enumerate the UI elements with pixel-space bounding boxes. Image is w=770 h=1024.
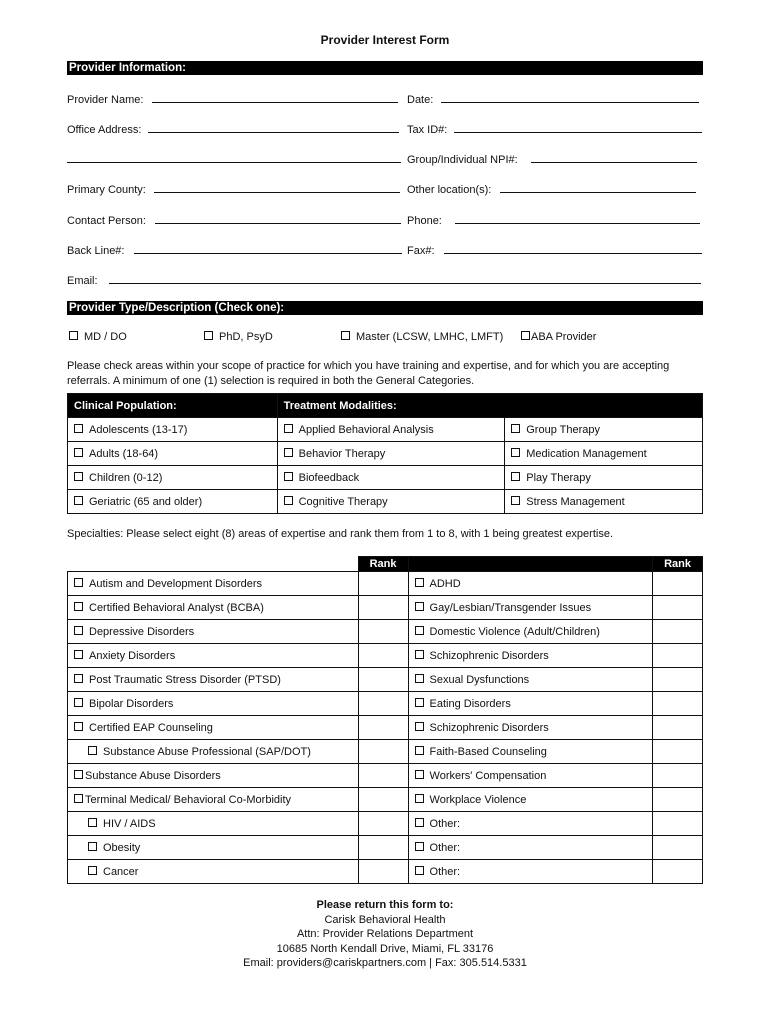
specialty-option-left[interactable]: Terminal Medical/ Behavioral Co-Morbidity bbox=[68, 788, 359, 812]
treatment-modalities-header: Treatment Modalities: bbox=[277, 394, 702, 418]
checkbox-icon[interactable] bbox=[521, 331, 530, 340]
checkbox-icon[interactable] bbox=[415, 842, 424, 851]
checkbox-icon[interactable] bbox=[284, 448, 293, 457]
primary-county-field[interactable] bbox=[154, 182, 400, 193]
checkbox-icon[interactable] bbox=[415, 746, 424, 755]
general-table-header bbox=[68, 394, 703, 418]
specialty-option-left[interactable]: HIV / AIDS bbox=[68, 812, 359, 836]
specialties-header-row bbox=[68, 557, 703, 572]
provider-name-row bbox=[67, 92, 398, 106]
address-line-2-row bbox=[67, 152, 401, 166]
rank-field[interactable] bbox=[358, 692, 408, 716]
modality-option[interactable]: Stress Management bbox=[505, 490, 703, 514]
table-row bbox=[68, 716, 703, 740]
rank-field[interactable] bbox=[653, 644, 703, 668]
rank-header-right: Rank bbox=[653, 557, 703, 572]
return-info bbox=[0, 898, 770, 971]
checkbox-icon[interactable] bbox=[88, 746, 97, 755]
specialty-option-left[interactable]: Cancer bbox=[68, 860, 359, 884]
rank-field[interactable] bbox=[358, 620, 408, 644]
date-field[interactable] bbox=[441, 92, 699, 103]
return-org: Carisk Behavioral Health bbox=[324, 913, 446, 926]
form-title: Provider Interest Form bbox=[320, 33, 450, 47]
office-address-label: Office Address: bbox=[67, 124, 142, 136]
specialty-option-left[interactable]: Certified EAP Counseling bbox=[68, 716, 359, 740]
primary-county-row bbox=[67, 182, 400, 196]
date-label: Date: bbox=[407, 94, 434, 106]
return-attn: Attn: Provider Relations Department bbox=[296, 928, 474, 940]
table-row bbox=[68, 490, 703, 514]
address-line-2-field[interactable] bbox=[67, 152, 401, 163]
contact-person-label: Contact Person: bbox=[67, 215, 146, 227]
specialty-option-right[interactable]: Other: bbox=[408, 812, 653, 836]
checkbox-icon[interactable] bbox=[415, 794, 424, 803]
tax-id-row bbox=[407, 122, 702, 136]
checkbox-icon[interactable] bbox=[415, 698, 424, 707]
email-field[interactable] bbox=[109, 273, 701, 284]
other-locations-row bbox=[407, 182, 696, 196]
back-line-label: Back Line#: bbox=[67, 245, 125, 257]
table-row bbox=[68, 596, 703, 620]
checkbox-icon[interactable] bbox=[74, 650, 83, 659]
table-row bbox=[68, 442, 703, 466]
specialty-option-left[interactable]: Autism and Development Disorders bbox=[68, 572, 359, 596]
clinical-option[interactable]: Adults (18-64) bbox=[68, 442, 278, 466]
rank-field[interactable] bbox=[653, 668, 703, 692]
rank-field[interactable] bbox=[358, 860, 408, 884]
provider-information-header: Provider Information: bbox=[67, 61, 703, 75]
checkbox-icon[interactable] bbox=[74, 448, 83, 457]
checkbox-icon[interactable] bbox=[74, 472, 83, 481]
provider-type-aba[interactable]: ABA Provider bbox=[521, 331, 596, 343]
checkbox-icon[interactable] bbox=[74, 626, 83, 635]
other-locations-label: Other location(s): bbox=[407, 184, 492, 196]
rank-field[interactable] bbox=[358, 596, 408, 620]
specialty-option-right[interactable]: Workplace Violence bbox=[408, 788, 653, 812]
checkbox-icon[interactable] bbox=[74, 578, 83, 587]
checkbox-icon[interactable] bbox=[415, 650, 424, 659]
rank-field[interactable] bbox=[653, 620, 703, 644]
table-row bbox=[68, 764, 703, 788]
return-heading: Please return this form to: bbox=[316, 899, 454, 911]
checkbox-icon[interactable] bbox=[415, 602, 424, 611]
provider-type-md[interactable]: MD / DO bbox=[69, 331, 127, 343]
office-address-row bbox=[67, 122, 399, 136]
specialty-option-right[interactable]: Gay/Lesbian/Transgender Issues bbox=[408, 596, 653, 620]
modality-option[interactable]: Medication Management bbox=[505, 442, 703, 466]
specialty-option-right[interactable]: Faith-Based Counseling bbox=[408, 740, 653, 764]
specialty-option-right[interactable]: Eating Disorders bbox=[408, 692, 653, 716]
specialty-option-right[interactable]: Domestic Violence (Adult/Children) bbox=[408, 620, 653, 644]
date-row bbox=[407, 92, 699, 106]
checkbox-icon[interactable] bbox=[284, 472, 293, 481]
modality-option[interactable]: Cognitive Therapy bbox=[277, 490, 505, 514]
modality-option[interactable]: Behavior Therapy bbox=[277, 442, 505, 466]
rank-header-left: Rank bbox=[358, 557, 408, 572]
table-row bbox=[68, 836, 703, 860]
table-row bbox=[68, 860, 703, 884]
primary-county-label: Primary County: bbox=[67, 184, 146, 196]
checkbox-icon[interactable] bbox=[88, 818, 97, 827]
phone-field[interactable] bbox=[455, 213, 700, 224]
table-row bbox=[68, 418, 703, 442]
contact-person-field[interactable] bbox=[155, 213, 401, 224]
rank-field[interactable] bbox=[653, 788, 703, 812]
phone-row bbox=[407, 213, 700, 227]
checkbox-icon[interactable] bbox=[74, 602, 83, 611]
office-address-field[interactable] bbox=[148, 122, 399, 133]
provider-name-field[interactable] bbox=[152, 92, 398, 103]
checkbox-icon[interactable] bbox=[74, 674, 83, 683]
checkbox-icon[interactable] bbox=[415, 770, 424, 779]
table-row bbox=[68, 812, 703, 836]
specialty-option-left[interactable]: Depressive Disorders bbox=[68, 620, 359, 644]
checkbox-icon[interactable] bbox=[284, 424, 293, 433]
npi-field[interactable] bbox=[531, 152, 697, 163]
rank-field[interactable] bbox=[358, 716, 408, 740]
back-line-field[interactable] bbox=[134, 243, 402, 254]
checkbox-icon[interactable] bbox=[415, 722, 424, 731]
npi-row bbox=[407, 152, 697, 166]
checkbox-icon[interactable] bbox=[511, 448, 520, 457]
table-row bbox=[68, 466, 703, 490]
rank-field[interactable] bbox=[653, 692, 703, 716]
specialty-option-right[interactable]: ADHD bbox=[408, 572, 653, 596]
rank-field[interactable] bbox=[653, 740, 703, 764]
specialty-option-right[interactable]: Schizophrenic Disorders bbox=[408, 716, 653, 740]
specialty-option-left[interactable]: Post Traumatic Stress Disorder (PTSD) bbox=[68, 668, 359, 692]
specialty-option-right[interactable]: Sexual Dysfunctions bbox=[408, 668, 653, 692]
checkbox-icon[interactable] bbox=[204, 331, 213, 340]
checkbox-icon[interactable] bbox=[74, 722, 83, 731]
specialties-header-spacer bbox=[408, 557, 653, 572]
checkbox-icon[interactable] bbox=[74, 794, 83, 803]
clinical-option[interactable]: Children (0-12) bbox=[68, 466, 278, 490]
back-line-row bbox=[67, 243, 402, 257]
specialty-option-right[interactable]: Schizophrenic Disorders bbox=[408, 644, 653, 668]
table-row bbox=[68, 644, 703, 668]
checkbox-icon[interactable] bbox=[74, 770, 83, 779]
checkbox-icon[interactable] bbox=[341, 331, 350, 340]
modality-option[interactable]: Play Therapy bbox=[505, 466, 703, 490]
table-row bbox=[68, 788, 703, 812]
rank-field[interactable] bbox=[358, 788, 408, 812]
npi-label: Group/Individual NPI#: bbox=[407, 154, 518, 166]
other-locations-field[interactable] bbox=[500, 182, 696, 193]
contact-person-row bbox=[67, 213, 401, 227]
rank-field[interactable] bbox=[358, 764, 408, 788]
specialties-table bbox=[67, 556, 703, 884]
checkbox-icon[interactable] bbox=[415, 674, 424, 683]
fax-label: Fax#: bbox=[407, 245, 435, 257]
specialty-option-left[interactable]: Anxiety Disorders bbox=[68, 644, 359, 668]
provider-type-master[interactable]: Master (LCSW, LMHC, LMFT) bbox=[341, 331, 503, 343]
table-row bbox=[68, 572, 703, 596]
checkbox-icon[interactable] bbox=[415, 866, 424, 875]
rank-field[interactable] bbox=[358, 644, 408, 668]
specialty-option-right[interactable]: Workers' Compensation bbox=[408, 764, 653, 788]
fax-field[interactable] bbox=[444, 243, 702, 254]
clinical-option[interactable]: Geriatric (65 and older) bbox=[68, 490, 278, 514]
provider-type-phd[interactable]: PhD, PsyD bbox=[204, 331, 273, 343]
email-label: Email: bbox=[67, 275, 98, 287]
specialty-option-left[interactable]: Obesity bbox=[68, 836, 359, 860]
checkbox-icon[interactable] bbox=[415, 626, 424, 635]
clinical-option[interactable]: Adolescents (13-17) bbox=[68, 418, 278, 442]
checkbox-icon[interactable] bbox=[88, 866, 97, 875]
checkbox-icon[interactable] bbox=[284, 496, 293, 505]
checkbox-icon[interactable] bbox=[415, 578, 424, 587]
checkbox-icon[interactable] bbox=[88, 842, 97, 851]
table-row bbox=[68, 620, 703, 644]
specialty-option-right[interactable]: Other: bbox=[408, 836, 653, 860]
specialty-option-left[interactable]: Substance Abuse Disorders bbox=[68, 764, 359, 788]
checkbox-icon[interactable] bbox=[511, 424, 520, 433]
checkbox-icon[interactable] bbox=[74, 698, 83, 707]
specialty-option-right[interactable]: Other: bbox=[408, 860, 653, 884]
rank-field[interactable] bbox=[653, 812, 703, 836]
specialty-option-left[interactable]: Certified Behavioral Analyst (BCBA) bbox=[68, 596, 359, 620]
rank-field[interactable] bbox=[358, 668, 408, 692]
provider-name-label: Provider Name: bbox=[67, 94, 144, 106]
modality-option[interactable]: Applied Behavioral Analysis bbox=[277, 418, 505, 442]
rank-field[interactable] bbox=[653, 596, 703, 620]
general-categories-table bbox=[67, 393, 703, 514]
rank-field[interactable] bbox=[358, 740, 408, 764]
provider-type-header: Provider Type/Description (Check one): bbox=[67, 301, 703, 315]
rank-field[interactable] bbox=[358, 812, 408, 836]
table-row bbox=[68, 692, 703, 716]
specialties-header-blank bbox=[68, 557, 359, 572]
rank-field[interactable] bbox=[653, 860, 703, 884]
modality-option[interactable]: Group Therapy bbox=[505, 418, 703, 442]
table-row bbox=[68, 668, 703, 692]
scope-instructions: Please check areas within your scope of practice for which you have training and expertise, and for which you are accepting referrals. A minimum of one (1) selection is required in both the General Categories. bbox=[67, 360, 670, 387]
rank-field[interactable] bbox=[653, 716, 703, 740]
checkbox-icon[interactable] bbox=[511, 472, 520, 481]
checkbox-icon[interactable] bbox=[69, 331, 78, 340]
checkbox-icon[interactable] bbox=[74, 496, 83, 505]
specialties-instructions: Specialties: Please select eight (8) areas of expertise and rank them from 1 to 8, with 1 being greatest expertise. bbox=[67, 528, 614, 540]
rank-field[interactable] bbox=[653, 572, 703, 596]
email-row bbox=[67, 273, 701, 287]
rank-field[interactable] bbox=[358, 836, 408, 860]
return-address: 10685 North Kendall Drive, Miami, FL 33176 bbox=[276, 942, 494, 955]
clinical-population-header: Clinical Population: bbox=[68, 394, 278, 418]
table-row bbox=[68, 740, 703, 764]
modality-option[interactable]: Biofeedback bbox=[277, 466, 505, 490]
checkbox-icon[interactable] bbox=[511, 496, 520, 505]
phone-label: Phone: bbox=[407, 215, 442, 227]
rank-field[interactable] bbox=[653, 764, 703, 788]
return-contact: Email: providers@cariskpartners.com | Fax: 305.514.5331 bbox=[243, 957, 527, 969]
specialty-option-left[interactable]: Bipolar Disorders bbox=[68, 692, 359, 716]
tax-id-label: Tax ID#: bbox=[407, 124, 448, 136]
tax-id-field[interactable] bbox=[454, 122, 702, 133]
rank-field[interactable] bbox=[358, 572, 408, 596]
checkbox-icon[interactable] bbox=[415, 818, 424, 827]
fax-row bbox=[407, 243, 702, 257]
checkbox-icon[interactable] bbox=[74, 424, 83, 433]
rank-field[interactable] bbox=[653, 836, 703, 860]
specialty-option-left[interactable]: Substance Abuse Professional (SAP/DOT) bbox=[68, 740, 359, 764]
